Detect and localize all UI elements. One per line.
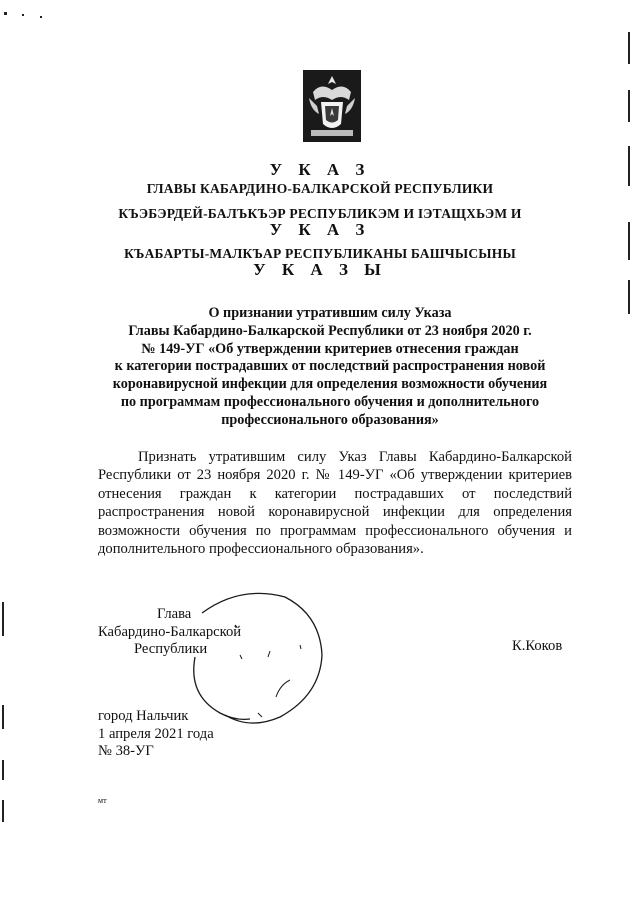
subject-line: к категории пострадавших от последствий распространения новой	[114, 358, 546, 375]
scan-edge-mark	[2, 800, 4, 822]
decree-number: № 38-УГ	[98, 743, 154, 759]
decree-title-russian: У К А З	[269, 160, 371, 179]
subject-line: по программам профессионального обучения и дополнительного	[120, 393, 540, 410]
signatory-position-line-2: Кабардино-Балкарской	[98, 624, 242, 640]
subject-line: профессионального образования»	[221, 411, 439, 428]
issuer-line-balkar: КЪАБАРТЫ-МАЛКЪАР РЕСПУБЛИКАНЫ БАШЧЫСЫНЫ	[124, 246, 516, 261]
handwritten-signature	[180, 585, 330, 735]
scan-edge-mark	[628, 146, 630, 186]
scan-speck	[22, 14, 24, 16]
decree-date: 1 апреля 2021 года	[98, 726, 214, 742]
scan-speck	[4, 12, 7, 15]
subject-line: № 149-УГ «Об утверждении критериев отнесения граждан	[141, 340, 519, 357]
decree-body	[98, 448, 572, 558]
issuer-line-kabardian: КЪЭБЭРДЕЙ-БАЛЪКЪЭР РЕСПУБЛИКЭМ И ІЭТАЩХЬЭМ И	[118, 206, 522, 221]
scan-edge-mark	[628, 90, 630, 122]
scan-edge-mark	[628, 280, 630, 314]
decree-title-kabardian: У К А З	[269, 220, 371, 239]
executor-initials: мт	[98, 796, 107, 805]
scan-speck	[40, 16, 42, 18]
signatory-name: К.Коков	[512, 638, 563, 654]
decree-title-balkar: У К А З Ы	[253, 260, 387, 279]
issuer-line-russian: ГЛАВЫ КАБАРДИНО-БАЛКАРСКОЙ РЕСПУБЛИКИ	[146, 181, 494, 196]
subject-line: Главы Кабардино-Балкарской Республики от 23 ноября 2020 г.	[128, 322, 532, 339]
body-paragraph: Признать утратившим силу Указ Главы Кабардино-Балкарской Республики от 23 ноября 2020 г. № 149-УГ «Об утверждении критериев отнесения граждан к категории пострадавших от последствий распространения новой коронавирусной инфекции для определения возможности обучения по программам профессионального обучения и дополнительного профессионального образования».	[98, 449, 572, 558]
scan-edge-mark	[628, 32, 630, 64]
signatory-position-line-3: Республики	[134, 641, 208, 657]
coat-of-arms-emblem	[303, 70, 361, 142]
subject-line: коронавирусной инфекции для определения возможности обучения	[112, 376, 548, 393]
scan-edge-mark	[2, 705, 4, 729]
subject-line: О признании утратившим силу Указа	[208, 305, 452, 321]
scan-edge-mark	[628, 222, 630, 260]
signatory-position-line-1: Глава	[157, 606, 192, 622]
decree-subject	[90, 305, 570, 430]
scan-edge-mark	[2, 760, 4, 780]
city: город Нальчик	[98, 708, 189, 724]
scan-edge-mark	[2, 602, 4, 636]
